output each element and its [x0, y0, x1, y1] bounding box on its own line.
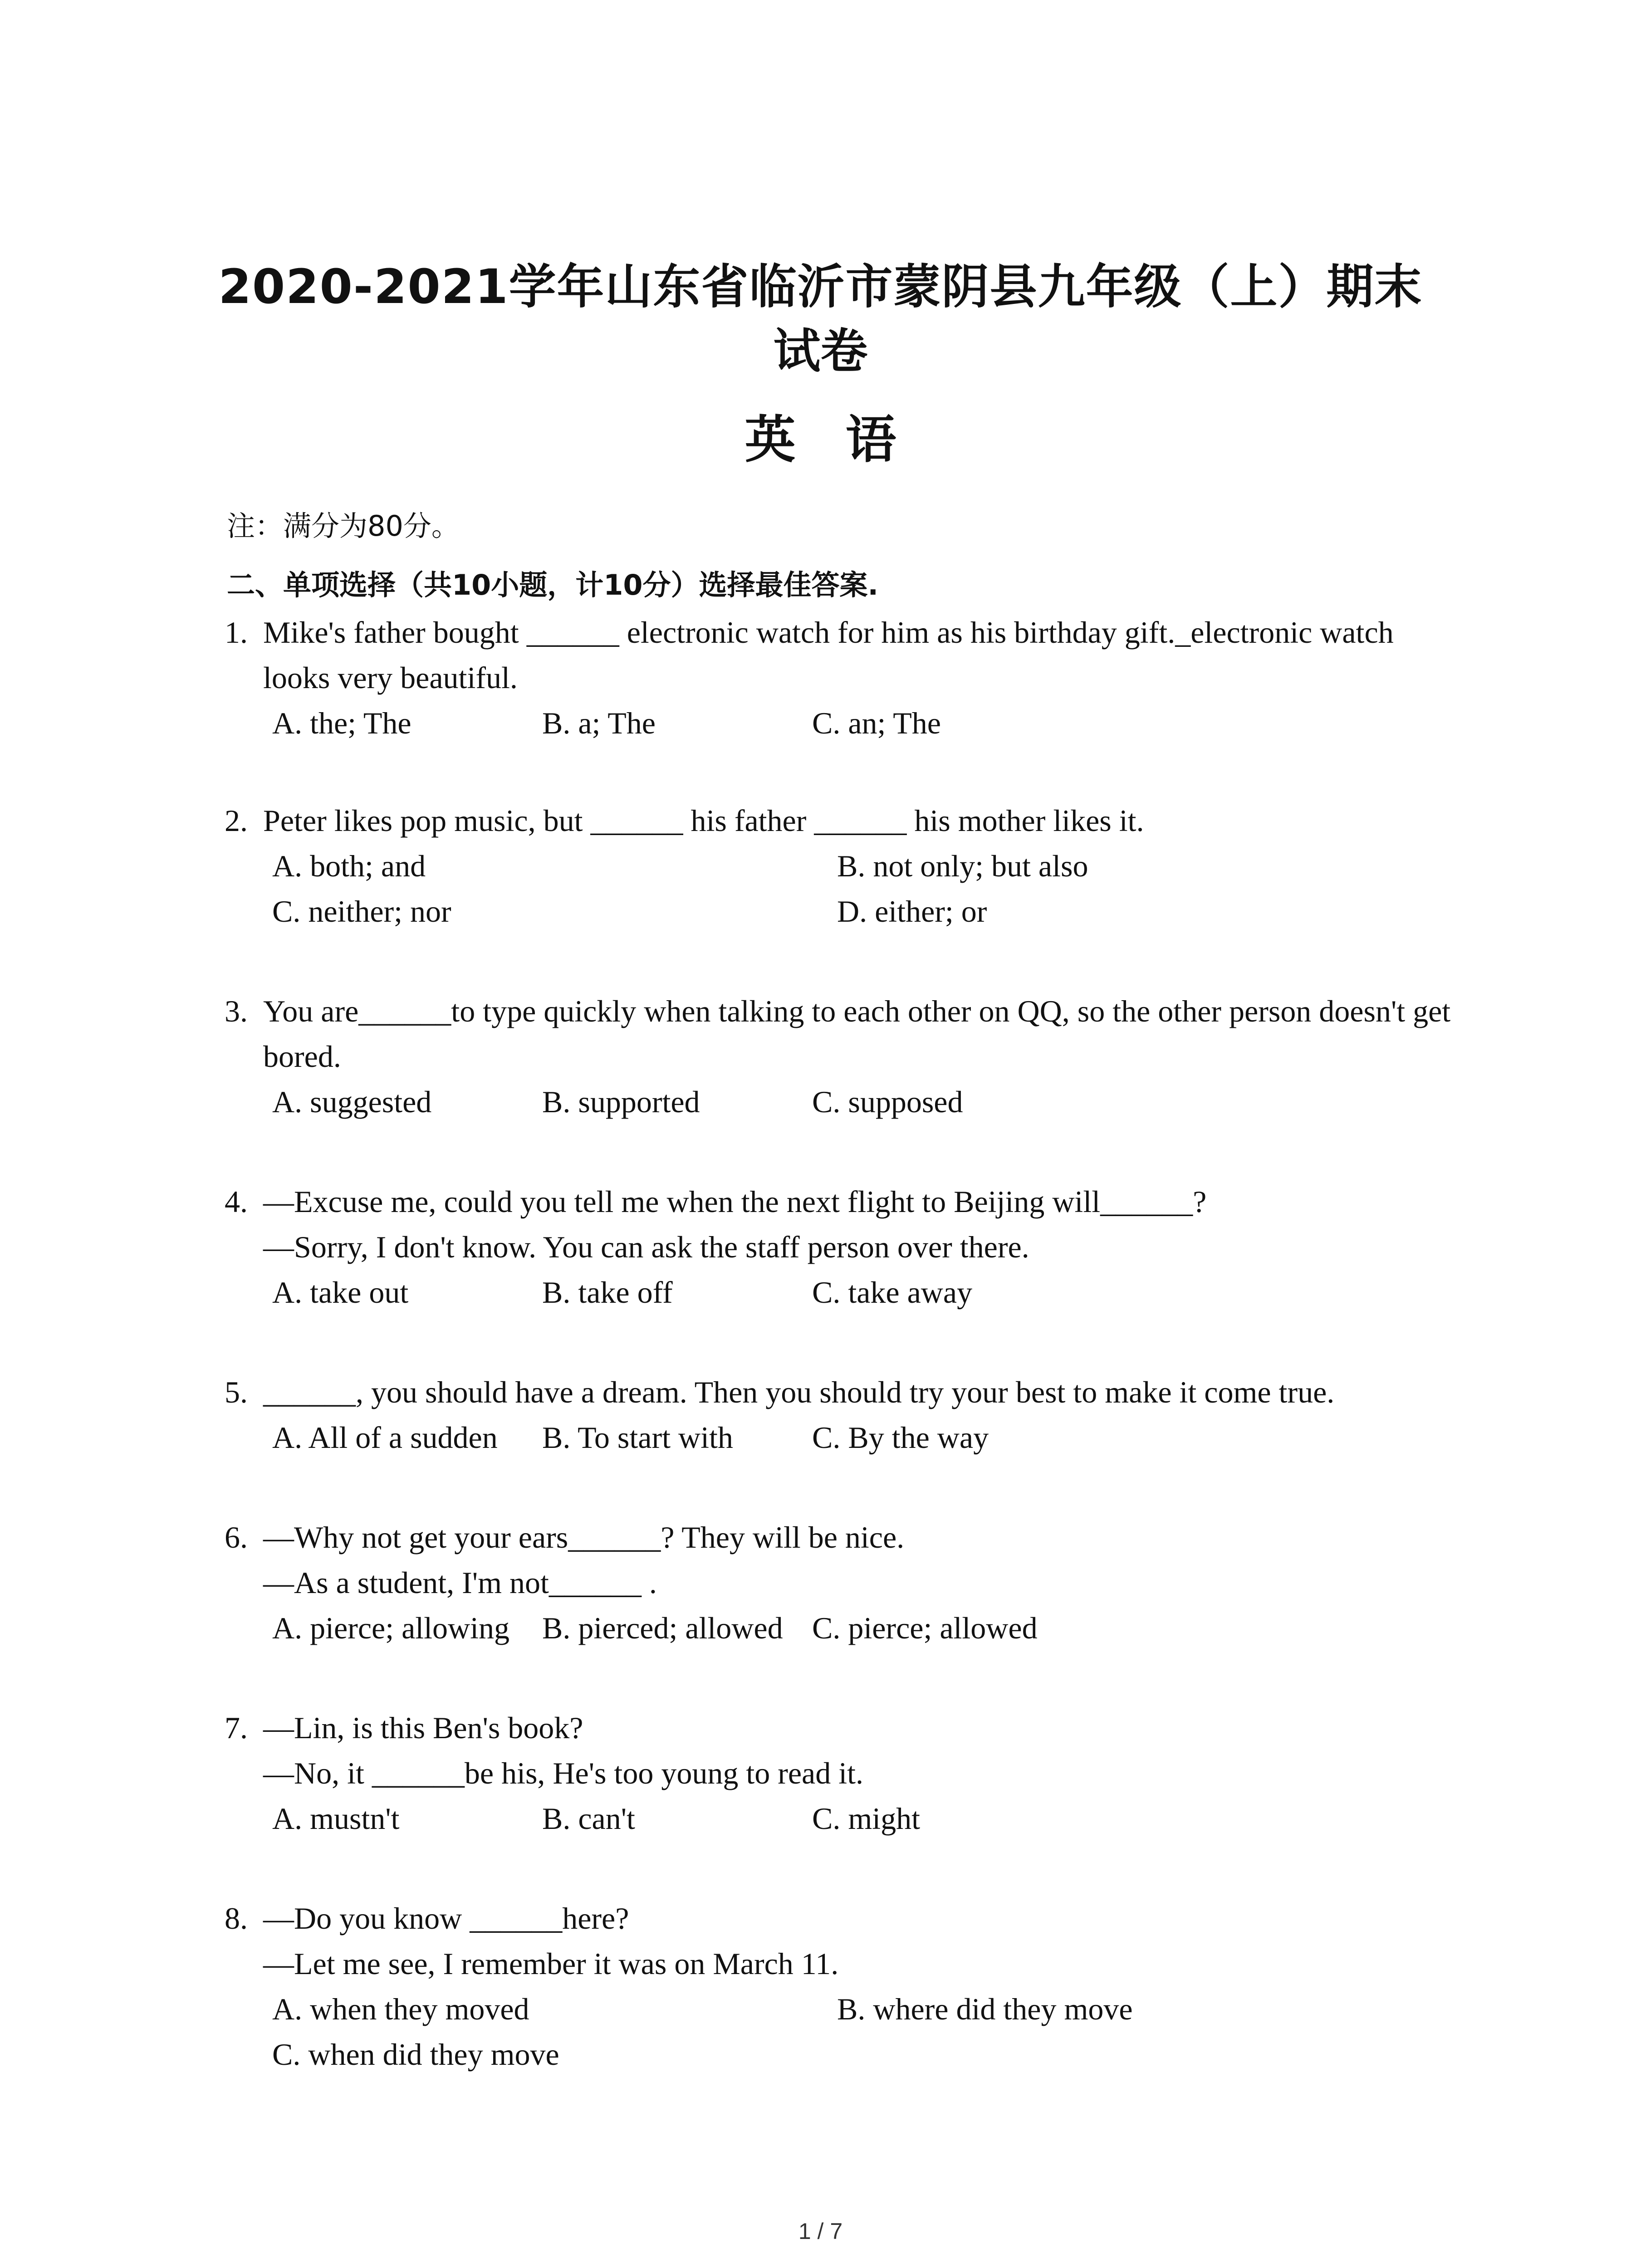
- question-text-line: looks very beautiful.: [263, 660, 518, 695]
- option-c[interactable]: C. neither; nor: [272, 894, 451, 929]
- question-text-line: —No, it ______be his, He's too young to read it.: [263, 1756, 864, 1790]
- option-c[interactable]: C. might: [812, 1801, 921, 1836]
- question-text-line: —As a student, I'm not______ .: [263, 1565, 657, 1600]
- question-text-line: Peter likes pop music, but ______ his father ______ his mother likes it.: [263, 803, 1144, 838]
- question-text-line: —Excuse me, could you tell me when the next flight to Beijing will______?: [263, 1184, 1207, 1219]
- option-c[interactable]: C. supposed: [812, 1085, 963, 1119]
- option-c[interactable]: C. By the way: [812, 1420, 989, 1455]
- option-b[interactable]: B. a; The: [542, 706, 656, 740]
- question-number: 1.: [225, 615, 248, 650]
- question-text-line: Mike's father bought ______ electronic watch for him as his birthday gift._electronic watch: [263, 615, 1394, 650]
- question-number: 8.: [225, 1901, 248, 1936]
- option-c[interactable]: C. take away: [812, 1275, 973, 1310]
- question-number: 4.: [225, 1184, 248, 1219]
- exam-title-line1: 2020-2021学年山东省临沂市蒙阴县九年级（上）期末: [218, 259, 1423, 314]
- question-text-line: —Why not get your ears______? They will be nice.: [263, 1520, 905, 1554]
- exam-title-line2: 试卷: [773, 323, 868, 379]
- option-b[interactable]: B. supported: [542, 1085, 700, 1119]
- option-a[interactable]: A. mustn't: [272, 1801, 400, 1836]
- option-a[interactable]: A. All of a sudden: [272, 1420, 498, 1455]
- question-text-line: —Let me see, I remember it was on March 11.: [263, 1946, 839, 1981]
- question-number: 2.: [225, 803, 248, 838]
- section-heading: 二、单项选择（共10小题，计10分）选择最佳答案.: [227, 568, 879, 601]
- option-a[interactable]: A. suggested: [272, 1085, 432, 1119]
- option-c[interactable]: C. when did they move: [272, 2037, 559, 2072]
- question-text-line: —Do you know ______here?: [263, 1901, 629, 1936]
- question-number: 6.: [225, 1520, 248, 1554]
- option-d[interactable]: D. either; or: [837, 894, 987, 929]
- option-b[interactable]: B. not only; but also: [837, 849, 1088, 883]
- question-number: 5.: [225, 1375, 248, 1409]
- score-note: 注：满分为80分。: [227, 509, 460, 543]
- option-a[interactable]: A. when they moved: [272, 1992, 529, 2026]
- question-text-line: bored.: [263, 1039, 341, 1074]
- option-c[interactable]: C. an; The: [812, 706, 941, 740]
- option-b[interactable]: B. pierced; allowed: [542, 1611, 783, 1645]
- option-a[interactable]: A. take out: [272, 1275, 409, 1310]
- option-b[interactable]: B. where did they move: [837, 1992, 1133, 2026]
- question-text-line: —Lin, is this Ben's book?: [263, 1711, 583, 1745]
- question-text-line: ______, you should have a dream. Then you should try your best to make it come true.: [263, 1375, 1335, 1409]
- option-b[interactable]: B. To start with: [542, 1420, 733, 1455]
- option-a[interactable]: A. both; and: [272, 849, 426, 883]
- question-text-line: You are______to type quickly when talking to each other on QQ, so the other person doesn't get: [263, 994, 1451, 1028]
- page-number: 1 / 7: [798, 2219, 843, 2244]
- question-number: 7.: [225, 1711, 248, 1745]
- option-b[interactable]: B. can't: [542, 1801, 635, 1836]
- option-b[interactable]: B. take off: [542, 1275, 673, 1310]
- option-a[interactable]: A. pierce; allowing: [272, 1611, 510, 1645]
- question-number: 3.: [225, 994, 248, 1028]
- question-text-line: —Sorry, I don't know. You can ask the staff person over there.: [263, 1230, 1029, 1264]
- subject-heading: 英语: [745, 411, 946, 469]
- option-a[interactable]: A. the; The: [272, 706, 411, 740]
- option-c[interactable]: C. pierce; allowed: [812, 1611, 1038, 1645]
